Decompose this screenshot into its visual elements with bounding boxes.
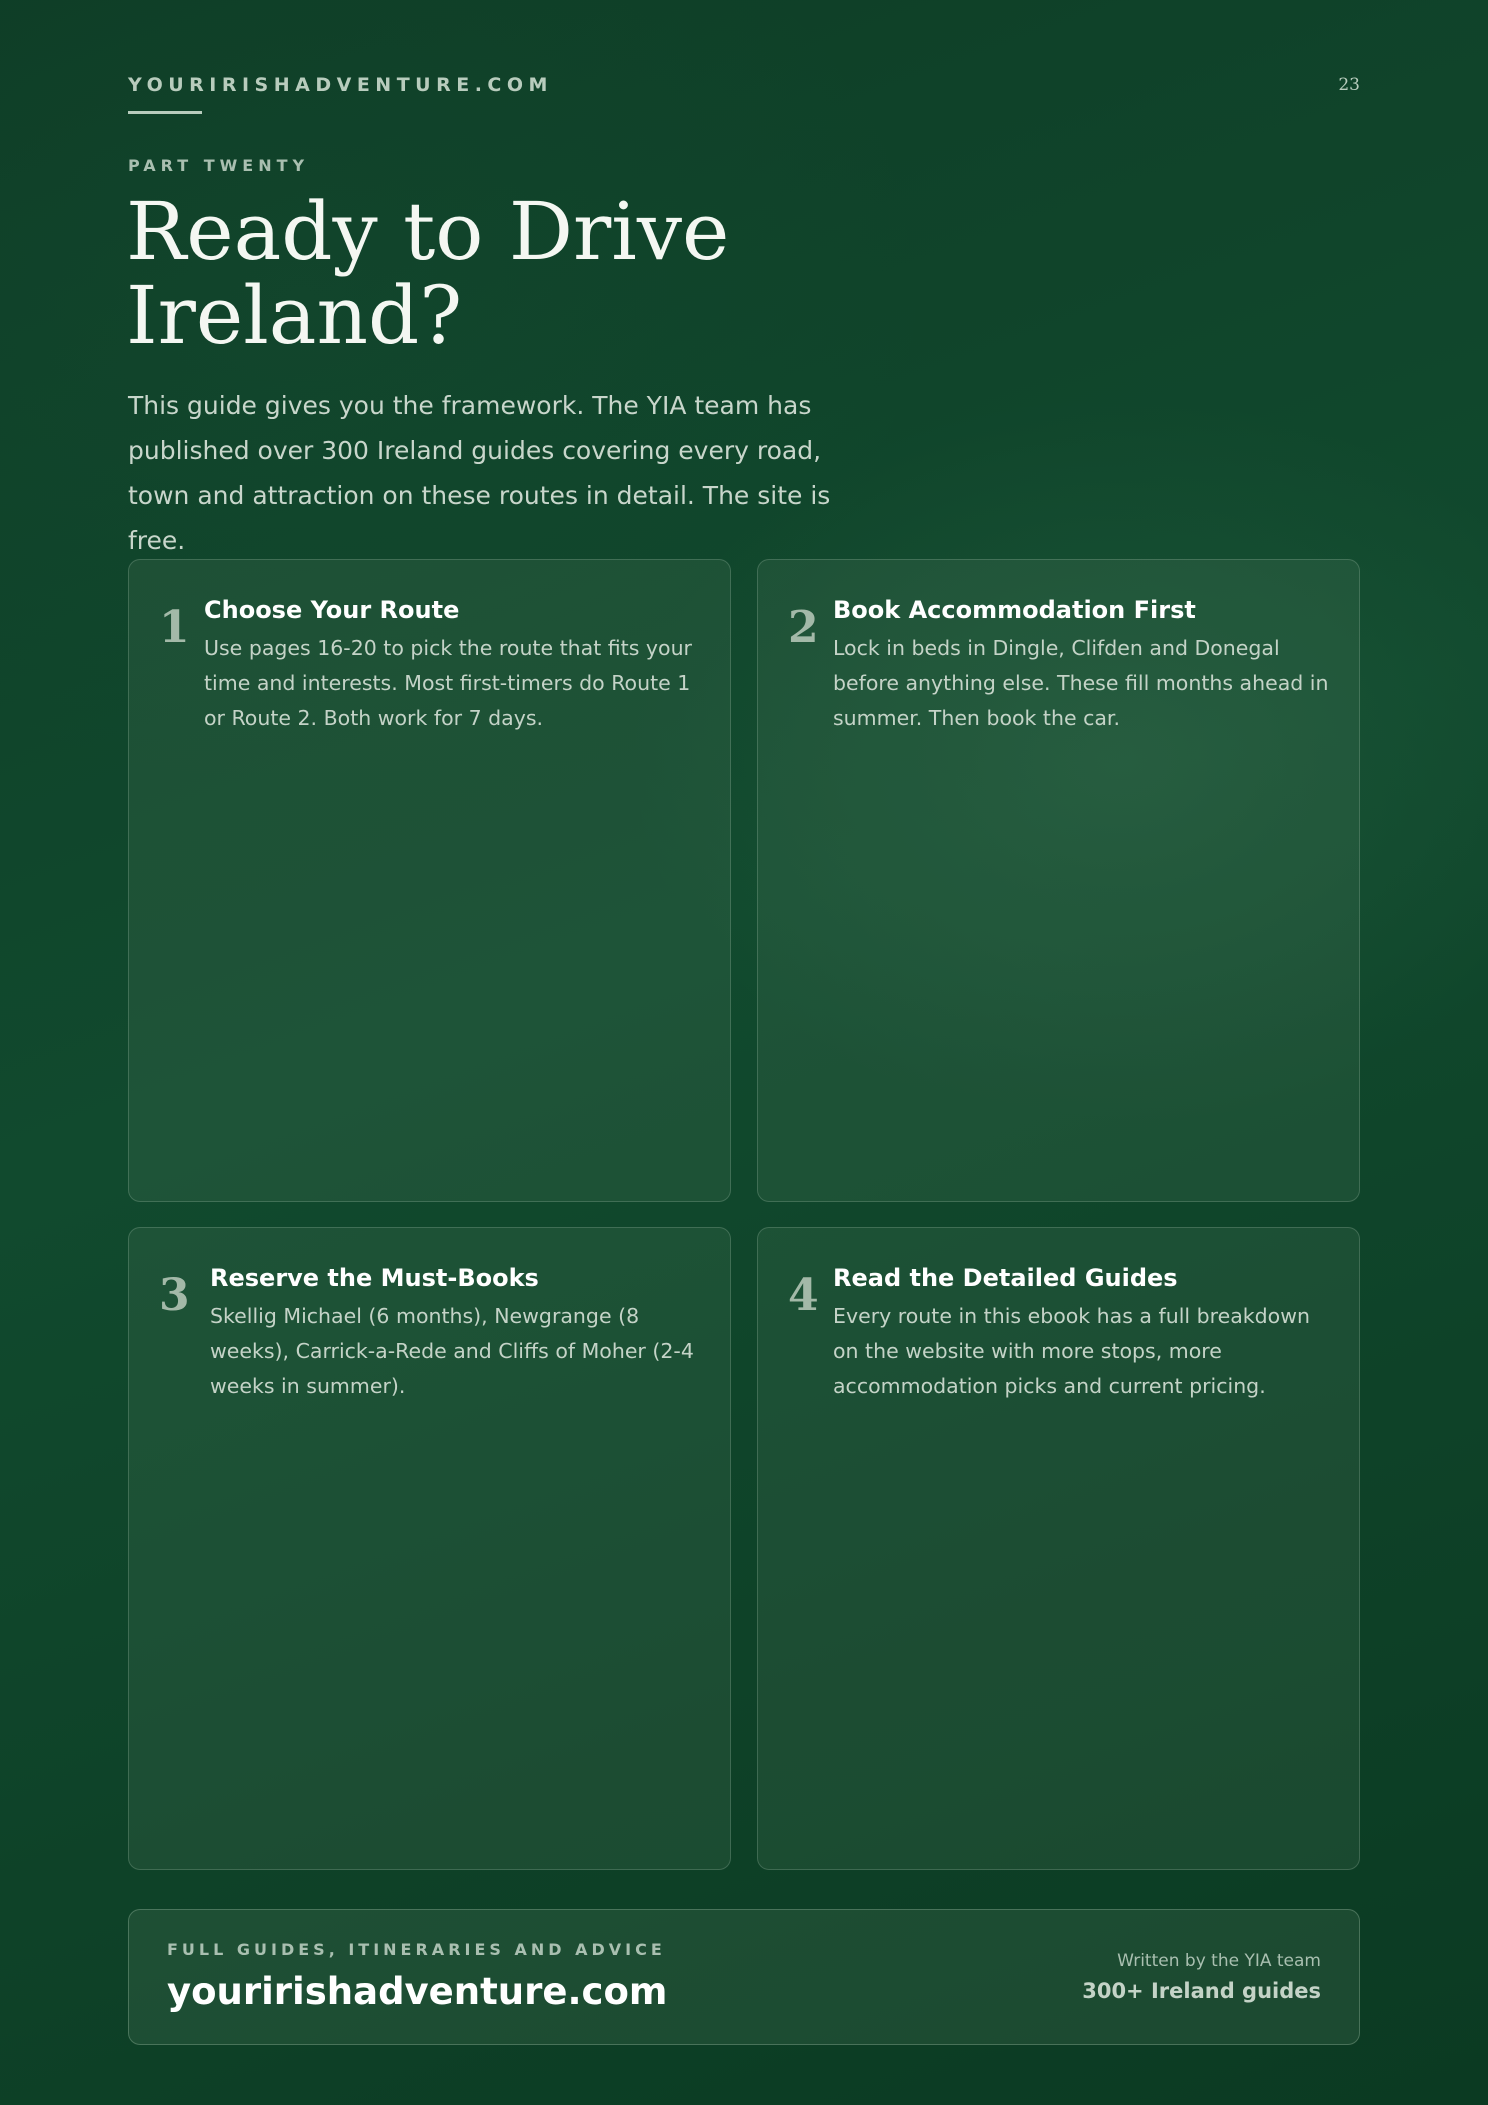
step-description: Every route in this ebook has a full breakdown on the website with more stops, more accommodation picks and current pricing. [833,1304,1310,1398]
step-card-reserve-must-books [128,1227,731,1870]
step-card-read-guides [757,1227,1360,1870]
step-description: Use pages 16-20 to pick the route that fits your time and interests. Most first-timers do Route 1 or Route 2. Both work for 7 days. [204,636,692,730]
intro-paragraph: This guide gives you the framework. The YIA team has published over 300 Ireland guides covering every road, town and attraction on these routes in detail. The site is free. [128,391,831,555]
step-description: Skellig Michael (6 months), Newgrange (8 weeks), Carrick-a-Rede and Cliffs of Moher (2-4 weeks in summer). [210,1304,694,1398]
step-card-choose-route [128,559,731,1202]
step-title: Choose Your Route [204,596,460,624]
footer-banner [128,1909,1360,2045]
section-label: PART TWENTY [128,156,310,175]
step-number: 3 [159,1270,190,1321]
step-content [833,594,1333,736]
step-title: Read the Detailed Guides [833,1264,1178,1292]
step-number: 4 [788,1270,819,1321]
step-title: Book Accommodation First [833,596,1196,624]
step-content [204,594,704,736]
page-title: Ready to Drive Ireland? [126,185,730,362]
footer-kicker: FULL GUIDES, ITINERARIES AND ADVICE [167,1940,666,1959]
footer-website-link[interactable]: youririshadventure.com [167,1970,668,2013]
step-title: Reserve the Must-Books [210,1264,539,1292]
footer-meta [1082,1950,1321,2004]
step-number: 1 [159,602,190,653]
step-number: 2 [788,602,819,653]
site-brand: YOURIRISHADVENTURE.COM [128,74,553,96]
step-content [210,1262,704,1404]
step-content [833,1262,1333,1404]
step-description: Lock in beds in Dingle, Clifden and Donegal before anything else. These fill months ahead in summer. Then book the car. [833,636,1329,730]
step-card-book-accommodation [757,559,1360,1202]
page-number: 23 [1338,75,1360,95]
footer-guide-count: 300+ Ireland guides [1082,1979,1321,2003]
footer-byline: Written by the YIA team [1117,1951,1321,1971]
brand-underline [128,111,202,114]
